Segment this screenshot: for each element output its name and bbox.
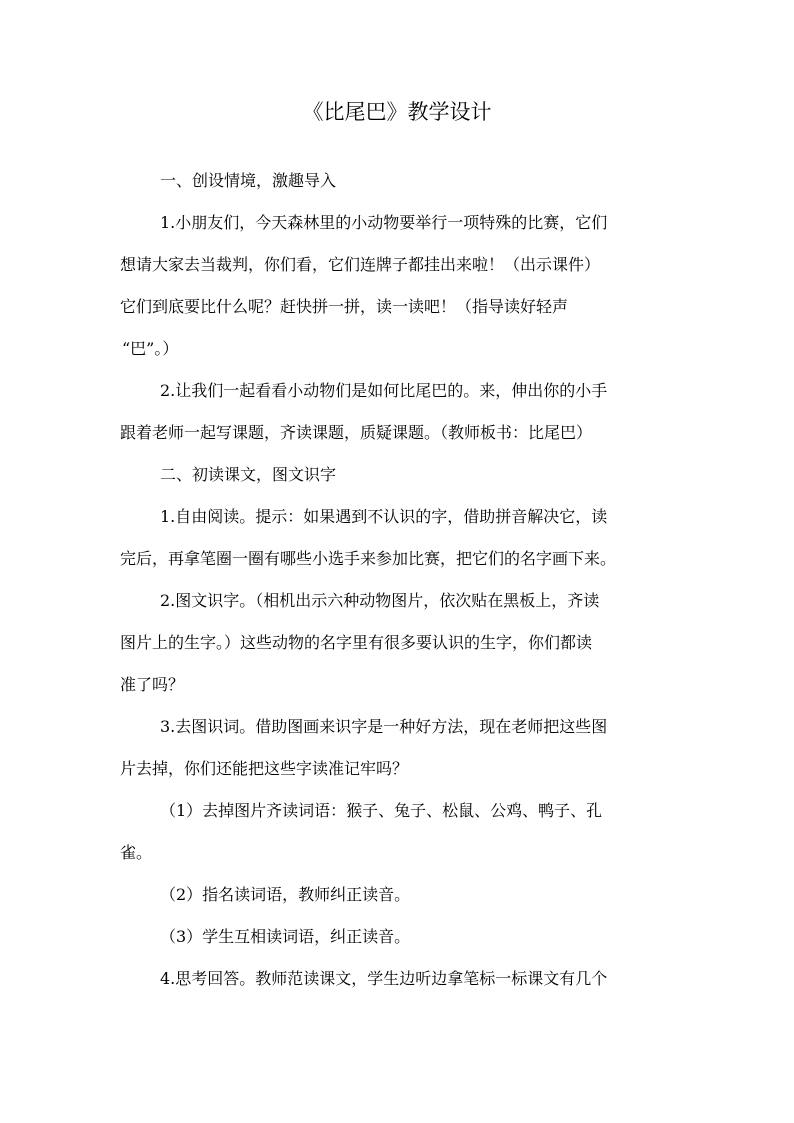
paragraph-line: 1.自由阅读。提示：如果遇到不认识的字，借助拼音解决它，读: [160, 507, 608, 526]
paragraph-line: 准了吗？: [120, 675, 185, 694]
paragraph-line: 1.小朋友们，今天森林里的小动物要举行一项特殊的比赛，它们: [160, 213, 608, 232]
list-item-line: （1）去掉图片齐读词语：猴子、兔子、松鼠、公鸡、鸭子、孔: [160, 801, 603, 820]
list-item-line: 雀。: [120, 843, 153, 862]
paragraph-line: 想请大家去当裁判，你们看，它们连牌子都挂出来啦！（出示课件）: [120, 255, 601, 274]
paragraph-line: 它们到底要比什么呢？赶快拼一拼，读一读吧！（指导读好轻声: [120, 297, 569, 316]
paragraph-line: 3.去图识词。借助图画来识字是一种好方法，现在老师把这些图: [160, 717, 608, 736]
paragraph-line: 跟着老师一起写课题，齐读课题，质疑课题。（教师板书：比尾巴）: [120, 423, 593, 442]
list-item-line: （3）学生互相读词语，纠正读音。: [160, 927, 411, 946]
paragraph-line: 2.让我们一起看看小动物们是如何比尾巴的。来，伸出你的小手: [160, 381, 608, 400]
document-title: 《比尾巴》教学设计: [302, 100, 492, 124]
paragraph-line: 图片上的生字。）这些动物的名字里有很多要认识的生字，你们都读: [120, 633, 593, 652]
paragraph-line: 4.思考回答。教师范读课文，学生边听边拿笔标一标课文有几个: [160, 969, 608, 988]
list-item-line: （2）指名读词语，教师纠正读音。: [160, 885, 411, 904]
section-heading-2: 二、初读课文，图文识字: [160, 465, 337, 484]
paragraph-line: 2.图文识字。（相机出示六种动物图片，依次贴在黑板上，齐读: [160, 591, 600, 610]
paragraph-line: 完后，再拿笔圈一圈有哪些小选手来参加比赛，把它们的名字画下来。: [120, 549, 617, 568]
paragraph-line: “巴”。）: [122, 339, 179, 358]
paragraph-line: 片去掉，你们还能把这些字读准记牢吗？: [120, 759, 409, 778]
section-heading-1: 一、创设情境，激趣导入: [160, 171, 337, 190]
